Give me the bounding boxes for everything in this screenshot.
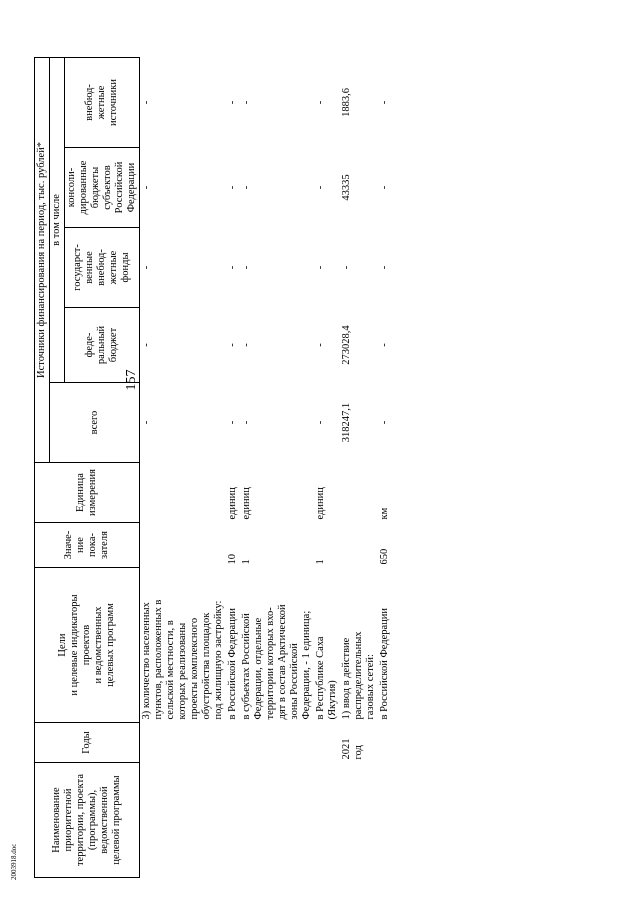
header-name [35, 763, 140, 878]
cell-unit: единиц [315, 487, 326, 520]
cell-trailing [240, 27, 314, 57]
text-line: Единица [75, 473, 86, 512]
text-line: дят в состав Арктической [277, 604, 288, 720]
text-line: Значе- [63, 530, 74, 560]
text-line: Федерации, отдельные [253, 617, 264, 720]
header-state-offbudget-funds-text [72, 231, 132, 304]
cell-name [340, 763, 378, 878]
text-line: измерения [87, 469, 98, 516]
cell-offbudget: - [227, 100, 238, 105]
header-consolidated-budgets-text [66, 151, 138, 224]
cell-state-funds: - [341, 265, 352, 270]
cell-total: - [141, 420, 152, 425]
cell-year [240, 723, 314, 763]
table-row [378, 27, 392, 877]
cell-value: 650 [379, 548, 390, 565]
table-row [140, 27, 227, 877]
cell-offbudget: - [141, 100, 152, 105]
cell-federal: - [379, 343, 390, 347]
text-line: в Российской Федерации [227, 607, 238, 720]
cell-consolidated: - [379, 185, 390, 190]
text-line: и ведомственных [93, 606, 104, 684]
cell-state-funds: - [227, 265, 238, 270]
cell-goal [240, 568, 314, 723]
cell-offbudget: - [379, 100, 390, 105]
text-line: Федерации [126, 162, 137, 213]
table-row [226, 27, 240, 877]
cell-trailing [226, 27, 240, 57]
cell-unit [140, 463, 227, 523]
text-line: жетные [108, 250, 119, 285]
text-line: целевых программ [105, 603, 116, 687]
text-line: феде- [84, 332, 95, 358]
cell-unit: км [379, 507, 390, 520]
text-line: ние [75, 537, 86, 553]
cell-year [378, 723, 392, 763]
cell-trailing [378, 27, 392, 57]
text-line: внебюд- [84, 84, 95, 121]
header-goals-text [57, 571, 117, 719]
text-line: венные [84, 251, 95, 284]
cell-offbudget: 1883,6 [341, 88, 352, 117]
text-line: приоритетной [63, 788, 74, 852]
cell-federal: 273028,4 [341, 325, 352, 365]
cell-unit: единиц [241, 487, 252, 520]
text-line: жетные [96, 85, 107, 120]
header-offbudget-sources [65, 57, 140, 147]
header-consolidated-budgets [65, 148, 140, 228]
text-line: территории которых вхо- [265, 607, 276, 720]
cell-value [340, 523, 378, 568]
cell-total: - [379, 420, 390, 425]
cell-offbudget: - [315, 100, 326, 105]
header-indicator-value-text [63, 526, 111, 564]
header-offbudget-sources-text [84, 61, 120, 144]
text-line: зоны Российской [289, 643, 300, 720]
text-line: в субъектах Российской [241, 613, 252, 720]
header-unit-text [75, 466, 99, 519]
text-line: ведомственной [99, 786, 110, 854]
text-line: Цели [57, 633, 68, 657]
text-line: Наименование [51, 787, 62, 853]
cell-total: - [241, 420, 252, 425]
header-state-offbudget-funds [65, 228, 140, 308]
text-line: которых реализованы [177, 622, 188, 720]
text-line: пока- [87, 533, 98, 557]
cell-name [314, 763, 340, 878]
text-line: в Российской Федерации [379, 607, 390, 720]
document-id: 2003918.doc [10, 843, 18, 880]
page-number: 157 [124, 369, 139, 391]
text-line: дированные [78, 160, 89, 215]
header-years [35, 723, 140, 763]
cell-trailing [314, 27, 340, 57]
cell-trailing [140, 27, 227, 57]
text-line: государст- [72, 244, 83, 291]
cell-unit: единиц [227, 487, 238, 520]
cell-value: 1 [315, 559, 326, 565]
cell-state-funds: - [241, 265, 252, 270]
table-row [314, 27, 340, 877]
cell-total: - [227, 420, 238, 425]
header-in-that-number: в том числе [50, 57, 65, 382]
cell-consolidated: - [241, 185, 252, 190]
cell-goal [378, 568, 392, 723]
cell-total: - [315, 420, 326, 425]
text-line: в Республике Саха [315, 636, 326, 720]
cell-year: 2021 год [341, 738, 364, 760]
text-line: территории, проекта [75, 773, 86, 867]
header-total: всего [50, 383, 140, 463]
text-line: субъектов [102, 165, 113, 210]
text-line: (программы), [87, 789, 98, 851]
header-trailing-cell [35, 27, 140, 57]
cell-goal [314, 568, 340, 723]
header-goals [35, 568, 140, 723]
table-row [340, 27, 378, 877]
cell-year [140, 723, 227, 763]
text-line: под жилищную застройку: [213, 600, 224, 720]
text-line: целевой программы [111, 775, 122, 865]
cell-total: 318247,1 [341, 402, 352, 443]
text-line: газовых сетей: [365, 654, 376, 720]
text-line: проекты комплексного [189, 617, 200, 720]
text-line: Российской [114, 161, 125, 214]
header-federal-budget [65, 308, 140, 383]
text-line: 1) ввод в действие [341, 637, 352, 720]
text-line: проектов [81, 624, 92, 666]
header-unit [35, 463, 140, 523]
text-line: (Якутия) [327, 680, 338, 720]
cell-state-funds: - [141, 265, 152, 270]
header-name-text [51, 766, 123, 874]
cell-value: 10 [227, 554, 238, 565]
cell-trailing [340, 27, 378, 57]
text-line: распределительных [353, 631, 364, 720]
cell-name [378, 763, 392, 878]
cell-value [140, 523, 227, 568]
cell-year [314, 723, 340, 763]
cell-goal [140, 568, 227, 723]
cell-value: 1 [241, 559, 252, 565]
text-line: бюджеты [90, 166, 101, 209]
header-sources-title: Источники финансирования на период, тыс. рублей* [35, 57, 50, 462]
table-row [240, 27, 314, 877]
text-line: ральный [96, 325, 107, 365]
cell-federal: - [241, 343, 252, 347]
header-federal-budget-text [84, 311, 120, 379]
text-line: 3) количество населенных [141, 602, 152, 720]
cell-consolidated: - [315, 185, 326, 190]
rotated-table-container [34, 28, 390, 878]
text-line: Годы [81, 731, 92, 754]
financing-table [34, 27, 392, 878]
cell-federal: - [315, 343, 326, 347]
text-line: Федерации, - 1 единица; [301, 610, 312, 720]
cell-consolidated: - [141, 185, 152, 190]
cell-name [140, 763, 227, 878]
text-line: пунктов, расположенных в [153, 599, 164, 720]
cell-consolidated: 43335 [341, 174, 352, 201]
cell-state-funds: - [379, 265, 390, 270]
text-line: и целевые индикаторы [69, 594, 80, 696]
cell-goal [226, 568, 240, 723]
header-indicator-value [35, 523, 140, 568]
text-line: сельской местности, в [165, 620, 176, 720]
cell-federal: - [141, 343, 152, 347]
text-line: бюджет [108, 327, 119, 363]
text-line: зателя [99, 531, 110, 559]
cell-federal: - [227, 343, 238, 347]
cell-goal [340, 568, 378, 723]
text-line: консоли- [66, 167, 77, 208]
header-years-text [81, 726, 93, 759]
table-body [35, 27, 393, 877]
cell-year [226, 723, 240, 763]
text-line: внебюд- [96, 249, 107, 286]
cell-name [240, 763, 314, 878]
cell-consolidated: - [227, 185, 238, 190]
cell-name [226, 763, 240, 878]
cell-state-funds: - [315, 265, 326, 270]
text-line: обустройства площадок [201, 612, 212, 720]
cell-unit [340, 463, 378, 523]
text-line: источники [108, 79, 119, 126]
cell-offbudget: - [241, 100, 252, 105]
text-line: фонды [120, 252, 131, 283]
